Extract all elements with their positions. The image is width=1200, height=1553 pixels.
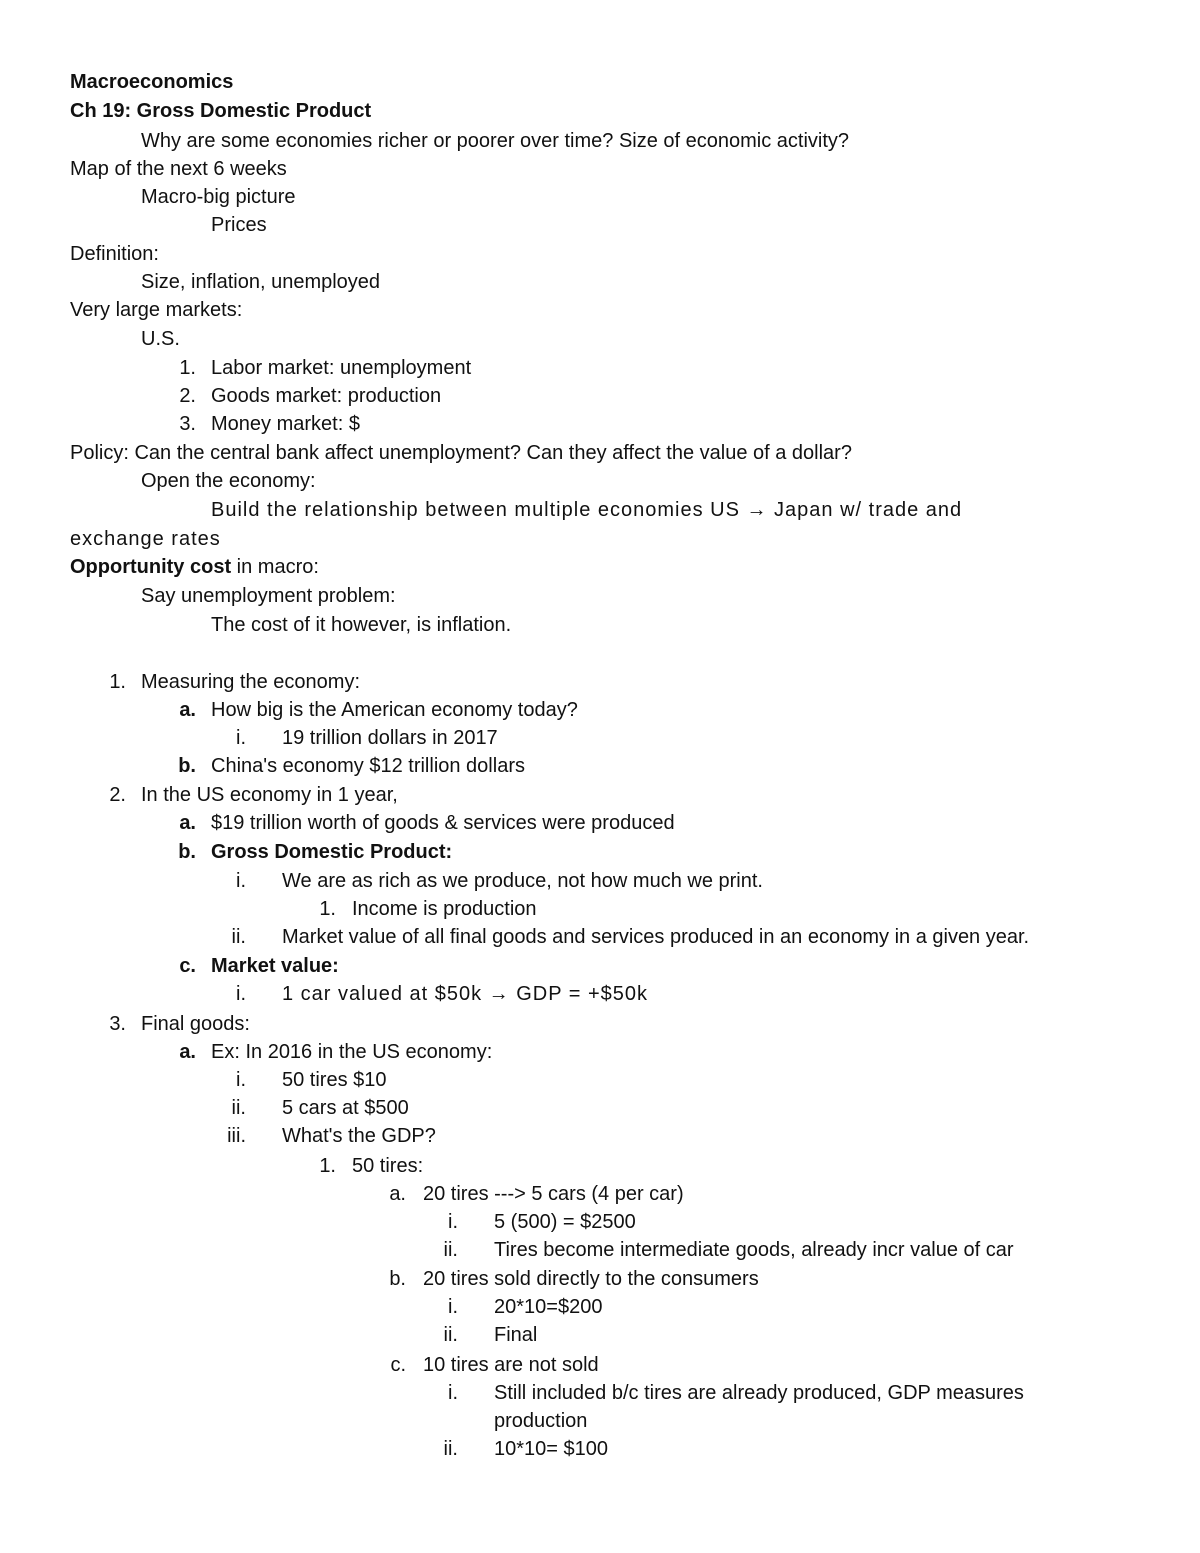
list-roman: i.	[448, 1382, 458, 1404]
list-item: 5 (500) = $2500	[494, 1211, 636, 1233]
intro-question: Why are some economies richer or poorer over time? Size of economic activity?	[141, 130, 850, 152]
list-item: 10*10= $100	[494, 1438, 609, 1460]
list-roman: ii.	[443, 1438, 458, 1460]
list-roman: ii.	[443, 1239, 458, 1261]
list-roman: ii.	[231, 926, 246, 948]
exchange-rates-line: exchange rates	[70, 528, 221, 550]
section-measuring: Measuring the economy:	[141, 671, 361, 693]
list-item: We are as rich as we produce, not how much we print.	[282, 870, 763, 892]
list-number: 2.	[109, 784, 126, 806]
list-roman: i.	[236, 1069, 246, 1091]
definition-heading: Definition:	[70, 243, 159, 265]
list-item: Final	[494, 1324, 538, 1346]
list-letter: b.	[178, 755, 196, 777]
list-letter: b.	[178, 841, 196, 863]
list-item: 19 trillion dollars in 2017	[282, 727, 498, 749]
list-item: Still included b/c tires are already produced, GDP measures	[494, 1382, 1024, 1404]
list-item: Ex: In 2016 in the US economy:	[211, 1041, 493, 1063]
list-letter: a.	[389, 1183, 406, 1205]
map-heading: Map of the next 6 weeks	[70, 158, 287, 180]
open-economy-line: Open the economy:	[141, 470, 316, 492]
list-letter: b.	[389, 1268, 406, 1290]
list-item: Labor market: unemployment	[211, 357, 472, 379]
market-value-heading: Market value:	[211, 955, 339, 977]
opportunity-cost-term: Opportunity cost	[70, 556, 232, 578]
list-roman: iii.	[227, 1125, 246, 1147]
list-number: 1.	[319, 898, 336, 920]
list-item: 20*10=$200	[494, 1296, 603, 1318]
list-number: 1.	[179, 357, 196, 379]
course-title: Macroeconomics	[70, 71, 234, 93]
list-roman: ii.	[443, 1324, 458, 1346]
list-roman: i.	[448, 1296, 458, 1318]
list-item: What's the GDP?	[282, 1125, 436, 1147]
list-roman: i.	[236, 983, 246, 1005]
list-item: Tires become intermediate goods, already incr value of car	[494, 1239, 1014, 1261]
list-item: 20 tires ---> 5 cars (4 per car)	[423, 1183, 684, 1205]
list-roman: i.	[236, 870, 246, 892]
section-final-goods: Final goods:	[141, 1013, 250, 1035]
list-number: 3.	[109, 1013, 126, 1035]
inflation-cost-line: The cost of it however, is inflation.	[211, 614, 512, 636]
list-item: 5 cars at $500	[282, 1097, 409, 1119]
list-item: China's economy $12 trillion dollars	[211, 755, 525, 777]
list-number: 1.	[319, 1155, 336, 1177]
prices-line: Prices	[211, 214, 267, 236]
gdp-heading: Gross Domestic Product:	[211, 841, 453, 863]
us-line: U.S.	[141, 328, 180, 350]
large-markets-heading: Very large markets:	[70, 299, 243, 321]
section-us-economy: In the US economy in 1 year,	[141, 784, 398, 806]
list-roman: i.	[448, 1211, 458, 1233]
list-roman: i.	[236, 727, 246, 749]
macro-line: Macro-big picture	[141, 186, 296, 208]
gdp-definition: Market value of all final goods and services produced in an economy in a given year.	[282, 926, 1030, 948]
list-item: 50 tires $10	[282, 1069, 387, 1091]
policy-line: Policy: Can the central bank affect unemployment? Can they affect the value of a dollar?	[70, 442, 852, 464]
list-item: Goods market: production	[211, 385, 442, 407]
list-item: 20 tires sold directly to the consumers	[423, 1268, 759, 1290]
list-number: 2.	[179, 385, 196, 407]
chapter-title: Ch 19: Gross Domestic Product	[70, 100, 372, 122]
build-relationship-line: Build the relationship between multiple economies US → Japan w/ trade and	[211, 499, 963, 521]
list-number: 3.	[179, 413, 196, 435]
list-item: 1 car valued at $50k → GDP = +$50k	[282, 983, 649, 1005]
opportunity-cost-rest: in macro:	[231, 556, 319, 578]
list-item: $19 trillion worth of goods & services were produced	[211, 812, 675, 834]
list-item: 50 tires:	[352, 1155, 424, 1177]
list-item: Money market: $	[211, 413, 360, 435]
opportunity-cost-line	[70, 553, 319, 581]
list-letter: c.	[179, 955, 196, 977]
list-number: 1.	[109, 671, 126, 693]
list-letter: a.	[179, 699, 196, 721]
list-roman: ii.	[231, 1097, 246, 1119]
list-letter: a.	[179, 1041, 196, 1063]
list-item: Income is production	[352, 898, 537, 920]
list-letter: c.	[390, 1354, 406, 1376]
list-item-continued: production	[494, 1410, 588, 1432]
definition-items: Size, inflation, unemployed	[141, 271, 381, 293]
unemployment-problem-line: Say unemployment problem:	[141, 585, 396, 607]
list-item: How big is the American economy today?	[211, 699, 578, 721]
list-item: 10 tires are not sold	[423, 1354, 599, 1376]
list-letter: a.	[179, 812, 196, 834]
